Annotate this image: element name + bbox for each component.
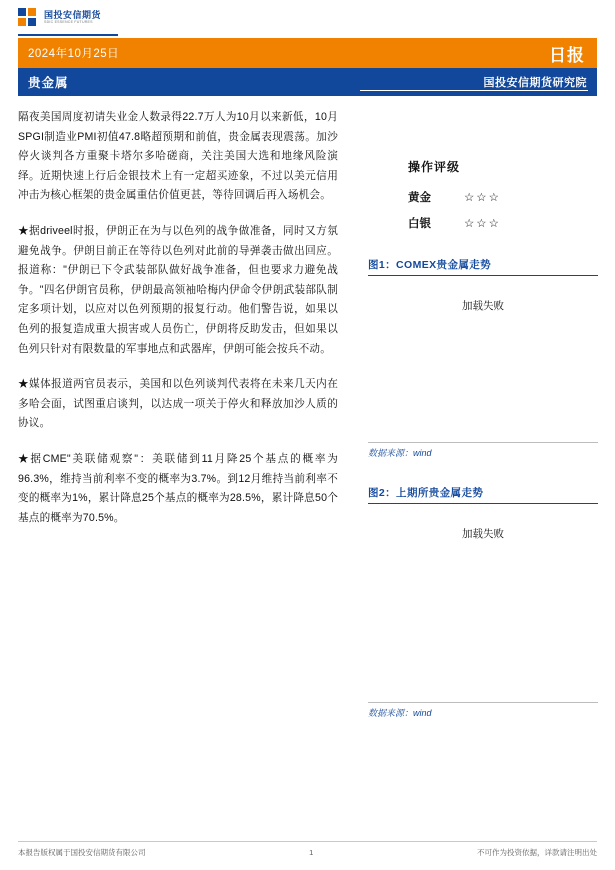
paragraph: ★据driveel时报，伊朗正在为与以色列的战争做准备，同时又方氛避免战争。伊朗目前正在等待以色列对此前的导弹袭击做出回应。报道称："伊朗已下令武装部队做好战争准备，但也要求力避免战争。"四名伊朗官员称，伊朗最高领袖哈梅内伊命令伊朗武装部队制定多项计划，以应对以色列预期的报复行动。他们警告说，如果以色列的报复造成重大损害或人员伤亡，伊朗将反助发击，但如果以色列只针对有限数量的军事地点和武器库，伊朗可能会按兵不动。 <box>18 224 338 355</box>
logo-underline <box>18 34 118 36</box>
figure-caption: 图2：上期所贵金属走势 <box>368 485 598 504</box>
research-institute-name: 国投安信期货研究院 <box>483 77 587 89</box>
figure-image-area <box>368 526 598 698</box>
page-footer <box>18 841 597 858</box>
rating-metal-name: 白银 <box>408 218 431 230</box>
figure-load-error: 加载失败 <box>462 300 504 312</box>
report-sector: 贵金属 <box>28 76 69 90</box>
paragraph: ★据CME"美联储观察"：美联储到11月降25个基点的概率为96.3%，维持当前利率不变的概率为3.7%。到12月维持当前利率不变的概率为1%，累计降息25个基点的概率为28.5%，累计降息50个基点的概率为70.5%。 <box>18 452 338 524</box>
figure-caption: 图1：COMEX贵金属走势 <box>368 257 598 276</box>
figure-block-1 <box>368 257 598 459</box>
figure-source: 数据来源：wind <box>368 702 598 719</box>
rating-stars: ☆☆☆ <box>464 192 501 204</box>
company-logo <box>18 8 101 28</box>
header-divider <box>360 90 588 91</box>
logo-text <box>44 11 101 24</box>
figure-block-2 <box>368 485 598 719</box>
logo-company-name-en: SDIC ESSENCE FUTURES <box>44 19 93 24</box>
footer-page-number: 1 <box>309 848 314 857</box>
logo-company-name-cn: 国投安信期货 <box>44 10 102 21</box>
figure-load-error: 加载失败 <box>462 528 504 540</box>
footer-disclaimer: 不可作为投资依据，详款请注明出处 <box>477 848 597 857</box>
operation-rating-title: 操作评级 <box>408 160 461 174</box>
footer-copyright: 本报告版权属于国投安信期货有限公司 <box>18 848 146 857</box>
header-title-band <box>18 38 597 68</box>
sidebar <box>368 108 598 719</box>
figure-source: 数据来源：wind <box>368 442 598 459</box>
rating-metal-name: 黄金 <box>408 192 431 204</box>
figure-image-area <box>368 298 598 438</box>
rating-row-gold <box>408 189 598 205</box>
operation-rating-block <box>408 158 598 231</box>
paragraph: 隔夜美国周度初请失业金人数录得22.7万人为10月以来新低，10月SPGI制造业PMI初值47.8略超预期和前值，贵金属表现震荡。加沙停火谈判各方重聚卡塔尔多哈磋商，关注美国大选和地缘风险演绎。近期快速上行后金银技术上有一定超买迹象，不过以美元信用冲击为核心框架的贵金属重估价值更甚，等待回调后再入场机会。 <box>18 111 338 202</box>
rating-row-silver <box>408 215 598 231</box>
report-type: 日报 <box>549 45 585 65</box>
report-date: 2024年10月25日 <box>28 48 120 60</box>
header-sector-band <box>18 68 597 96</box>
logo-mark-icon <box>18 8 38 28</box>
paragraph: ★媒体报道两官员表示，美国和以色列谈判代表将在未来几天内在多哈会面，试图重启谈判，以达成一项关于停火和释放加沙人质的协议。 <box>18 378 338 430</box>
article-body <box>18 108 338 544</box>
rating-stars: ☆☆☆ <box>464 218 501 230</box>
